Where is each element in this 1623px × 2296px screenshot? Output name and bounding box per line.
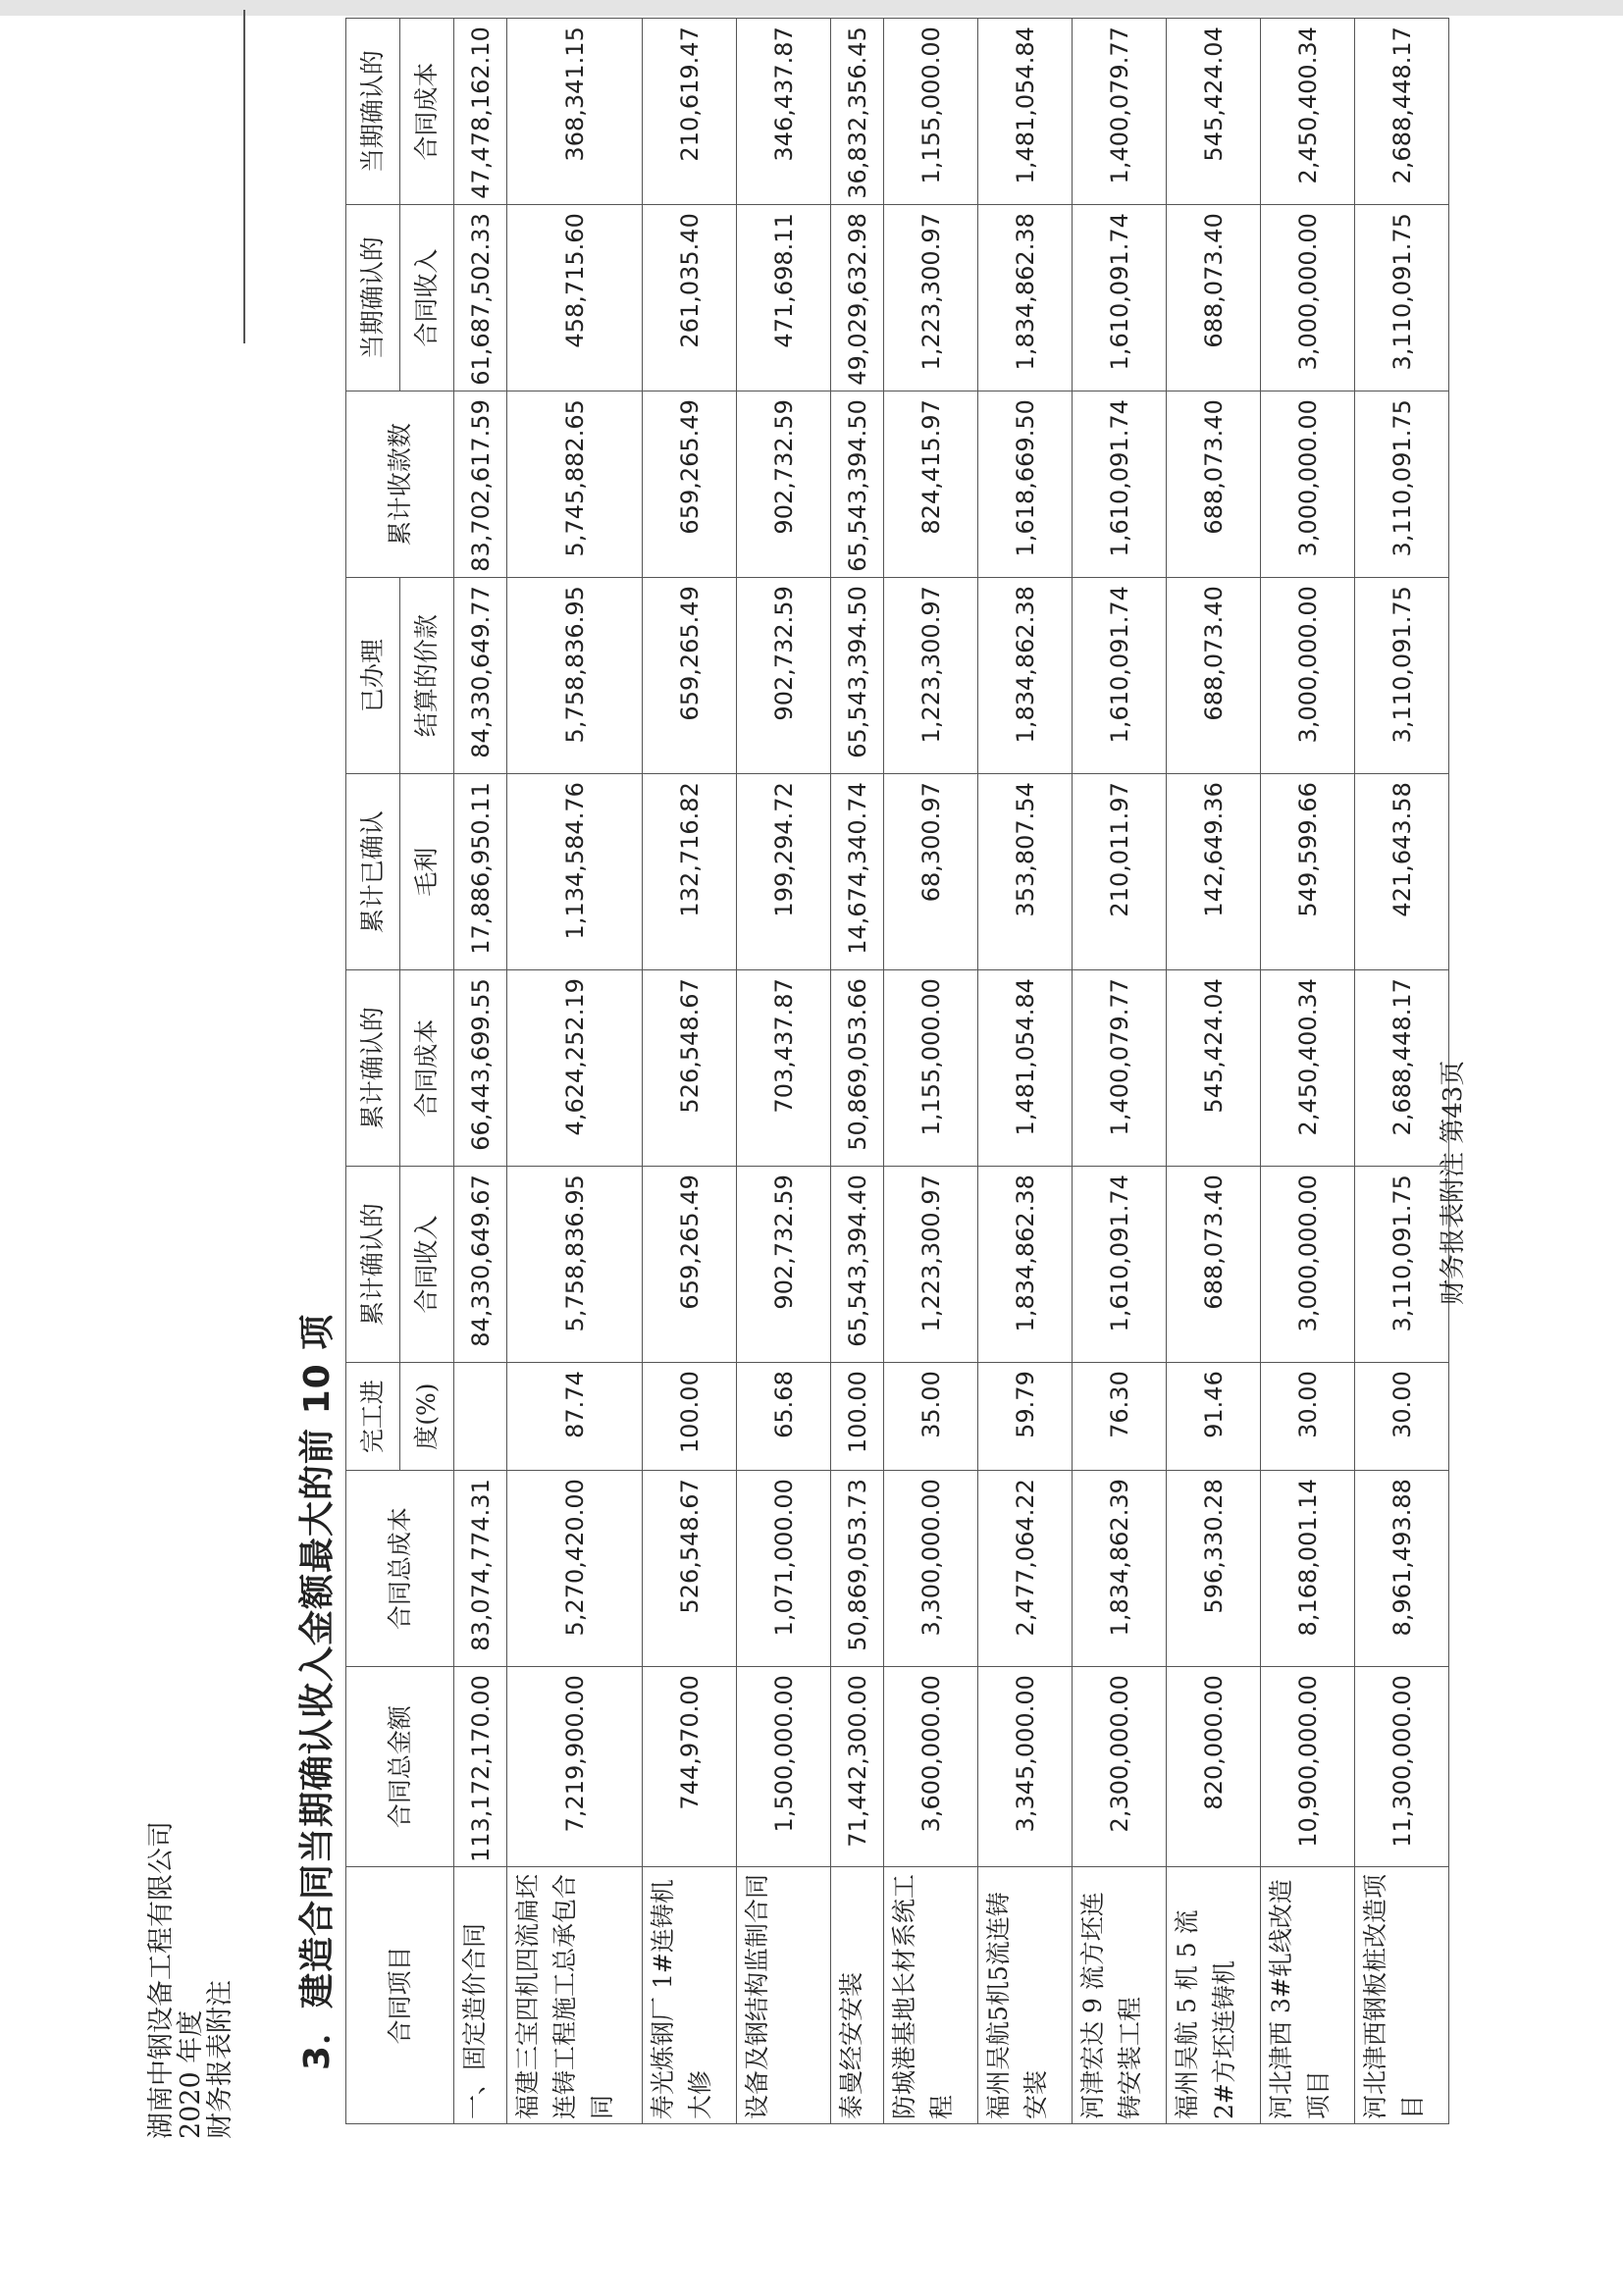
table-header (346, 19, 454, 2124)
value-cell: 1,834,862.38 (978, 578, 1073, 774)
column-header-top: 当期确认的 (346, 205, 400, 391)
value-cell: 1,610,091.74 (1073, 1167, 1167, 1363)
column-header-top: 完工进 (346, 1363, 400, 1471)
value-cell: 1,071,000.00 (737, 1471, 831, 1667)
value-cell: 659,265.49 (643, 578, 737, 774)
value-cell: 659,265.49 (643, 1167, 737, 1363)
contract-item-cell: 河北津西钢板桩改造项目 (1355, 1867, 1449, 2124)
value-cell: 2,300,000.00 (1073, 1667, 1167, 1867)
page-footer: 财务报表附注 第43页 (1439, 1060, 1468, 1305)
value-cell: 91.46 (1167, 1363, 1261, 1471)
value-cell: 1,610,091.74 (1073, 391, 1167, 578)
column-header-top: 累计确认的 (346, 1167, 400, 1363)
value-cell: 3,000,000.00 (1261, 391, 1355, 578)
value-cell: 368,341.15 (507, 19, 643, 205)
value-cell: 14,674,340.74 (831, 774, 884, 970)
column-header: 合同项目 (346, 1867, 454, 2124)
value-cell: 83,702,617.59 (454, 391, 507, 578)
value-cell: 1,834,862.39 (1073, 1471, 1167, 1667)
value-cell: 68,300.97 (884, 774, 978, 970)
value-cell: 688,073.40 (1167, 205, 1261, 391)
value-cell: 421,643.58 (1355, 774, 1449, 970)
table-row (1167, 19, 1261, 2124)
value-cell: 596,330.28 (1167, 1471, 1261, 1667)
contract-item-cell: 河北津西 3#轧线改造项目 (1261, 1867, 1355, 2124)
contract-item-cell: 河津宏达 9 流方坯连铸安装工程 (1073, 1867, 1167, 2124)
column-header-bottom: 毛利 (400, 774, 454, 970)
value-cell: 1,134,584.76 (507, 774, 643, 970)
document-header (147, 1821, 236, 2139)
value-cell: 1,155,000.00 (884, 19, 978, 205)
value-cell: 526,548.67 (643, 1471, 737, 1667)
column-header-top: 累计已确认 (346, 774, 400, 970)
value-cell: 47,478,162.10 (454, 19, 507, 205)
document-type: 财务报表附注 (205, 1980, 236, 2139)
value-cell: 3,000,000.00 (1261, 1167, 1355, 1363)
value-cell: 3,110,091.75 (1355, 1167, 1449, 1363)
value-cell: 113,172,170.00 (454, 1667, 507, 1867)
value-cell: 17,886,950.11 (454, 774, 507, 970)
value-cell: 2,688,448.17 (1355, 19, 1449, 205)
value-cell: 688,073.40 (1167, 1167, 1261, 1363)
section-title: 3．建造合同当期确认收入金额最大的前 10 项 (297, 1313, 338, 2070)
value-cell: 65,543,394.50 (831, 578, 884, 774)
company-name: 湖南中钢设备工程有限公司 (146, 1821, 177, 2139)
value-cell: 5,758,836.95 (507, 1167, 643, 1363)
value-cell: 902,732.59 (737, 1167, 831, 1363)
value-cell: 71,442,300.00 (831, 1667, 884, 1867)
value-cell: 824,415.97 (884, 391, 978, 578)
value-cell: 210,011.97 (1073, 774, 1167, 970)
value-cell: 8,168,001.14 (1261, 1471, 1355, 1667)
value-cell: 66,443,699.55 (454, 970, 507, 1167)
value-cell: 3,300,000.00 (884, 1471, 978, 1667)
value-cell: 142,649.36 (1167, 774, 1261, 970)
value-cell: 1,618,669.50 (978, 391, 1073, 578)
report-year: 2020 年度 (176, 2009, 206, 2139)
contract-item-cell: 一、固定造价合同 (454, 1867, 507, 2124)
value-cell: 36,832,356.45 (831, 19, 884, 205)
value-cell: 902,732.59 (737, 578, 831, 774)
value-cell: 11,300,000.00 (1355, 1667, 1449, 1867)
contract-item-cell: 福州吴航5机5流连铸安装 (978, 1867, 1073, 2124)
value-cell: 30.00 (1355, 1363, 1449, 1471)
column-header: 合同总成本 (346, 1471, 454, 1667)
value-cell: 50,869,053.73 (831, 1471, 884, 1667)
contract-item-cell: 福建三宝四机四流扁坯连铸工程施工总承包合同 (507, 1867, 643, 2124)
column-header-top: 累计确认的 (346, 970, 400, 1167)
contract-item-cell: 泰曼经安安装 (831, 1867, 884, 2124)
value-cell: 76.30 (1073, 1363, 1167, 1471)
value-cell: 458,715.60 (507, 205, 643, 391)
value-cell: 3,110,091.75 (1355, 391, 1449, 578)
value-cell: 353,807.54 (978, 774, 1073, 970)
value-cell: 688,073.40 (1167, 578, 1261, 774)
header-row-1 (346, 19, 400, 2124)
value-cell: 3,110,091.75 (1355, 578, 1449, 774)
column-header-top: 已办理 (346, 578, 400, 774)
value-cell: 3,000,000.00 (1261, 578, 1355, 774)
value-cell: 4,624,252.19 (507, 970, 643, 1167)
value-cell: 902,732.59 (737, 391, 831, 578)
value-cell (454, 1363, 507, 1471)
value-cell: 87.74 (507, 1363, 643, 1471)
contract-item-cell: 防城港基地长材系统工程 (884, 1867, 978, 2124)
value-cell: 5,745,882.65 (507, 391, 643, 578)
value-cell: 820,000.00 (1167, 1667, 1261, 1867)
value-cell: 1,155,000.00 (884, 970, 978, 1167)
value-cell: 1,400,079.77 (1073, 19, 1167, 205)
value-cell: 744,970.00 (643, 1667, 737, 1867)
table-body (454, 19, 1449, 2124)
contracts-table (345, 18, 1449, 2124)
value-cell: 1,834,862.38 (978, 1167, 1073, 1363)
column-header-bottom: 合同成本 (400, 19, 454, 205)
value-cell: 30.00 (1261, 1363, 1355, 1471)
value-cell: 703,437.87 (737, 970, 831, 1167)
column-header-bottom: 合同收入 (400, 205, 454, 391)
column-header: 合同总金额 (346, 1667, 454, 1867)
value-cell: 3,000,000.00 (1261, 205, 1355, 391)
value-cell: 210,619.47 (643, 19, 737, 205)
value-cell: 100.00 (643, 1363, 737, 1471)
value-cell: 35.00 (884, 1363, 978, 1471)
value-cell: 1,223,300.97 (884, 205, 978, 391)
value-cell: 1,481,054.84 (978, 970, 1073, 1167)
table-row (1073, 19, 1167, 2124)
value-cell: 84,330,649.77 (454, 578, 507, 774)
table-row (884, 19, 978, 2124)
value-cell: 59.79 (978, 1363, 1073, 1471)
value-cell: 49,029,632.98 (831, 205, 884, 391)
table-row (1261, 19, 1355, 2124)
value-cell: 659,265.49 (643, 391, 737, 578)
value-cell: 50,869,053.66 (831, 970, 884, 1167)
table-row (643, 19, 737, 2124)
value-cell: 100.00 (831, 1363, 884, 1471)
table-row (831, 19, 884, 2124)
value-cell: 1,400,079.77 (1073, 970, 1167, 1167)
value-cell: 1,223,300.97 (884, 1167, 978, 1363)
value-cell: 471,698.11 (737, 205, 831, 391)
table-row (978, 19, 1073, 2124)
column-header-top: 当期确认的 (346, 19, 400, 205)
value-cell: 65,543,394.50 (831, 391, 884, 578)
value-cell: 65,543,394.40 (831, 1167, 884, 1363)
value-cell: 2,450,400.34 (1261, 970, 1355, 1167)
contract-item-cell: 设备及钢结构监制合同 (737, 1867, 831, 2124)
value-cell: 526,548.67 (643, 970, 737, 1167)
value-cell: 61,687,502.33 (454, 205, 507, 391)
value-cell: 1,223,300.97 (884, 578, 978, 774)
table-row (454, 19, 507, 2124)
value-cell: 199,294.72 (737, 774, 831, 970)
column-header: 累计收款数 (346, 391, 454, 578)
value-cell: 5,270,420.00 (507, 1471, 643, 1667)
header-rule (243, 10, 245, 343)
value-cell: 8,961,493.88 (1355, 1471, 1449, 1667)
value-cell: 545,424.04 (1167, 970, 1261, 1167)
value-cell: 3,345,000.00 (978, 1667, 1073, 1867)
value-cell: 346,437.87 (737, 19, 831, 205)
column-header-bottom: 度(%) (400, 1363, 454, 1471)
value-cell: 65.68 (737, 1363, 831, 1471)
value-cell: 1,500,000.00 (737, 1667, 831, 1867)
value-cell: 1,610,091.74 (1073, 578, 1167, 774)
value-cell: 549,599.66 (1261, 774, 1355, 970)
contract-item-cell: 寿光炼钢厂 1#连铸机大修 (643, 1867, 737, 2124)
value-cell: 84,330,649.67 (454, 1167, 507, 1363)
column-header-bottom: 结算的价款 (400, 578, 454, 774)
value-cell: 2,477,064.22 (978, 1471, 1073, 1667)
value-cell: 1,834,862.38 (978, 205, 1073, 391)
value-cell: 7,219,900.00 (507, 1667, 643, 1867)
value-cell: 261,035.40 (643, 205, 737, 391)
value-cell: 2,450,400.34 (1261, 19, 1355, 205)
value-cell: 1,610,091.74 (1073, 205, 1167, 391)
value-cell: 545,424.04 (1167, 19, 1261, 205)
value-cell: 132,716.82 (643, 774, 737, 970)
column-header-bottom: 合同成本 (400, 970, 454, 1167)
column-header-bottom: 合同收入 (400, 1167, 454, 1363)
table-row (737, 19, 831, 2124)
value-cell: 2,688,448.17 (1355, 970, 1449, 1167)
value-cell: 10,900,000.00 (1261, 1667, 1355, 1867)
value-cell: 3,600,000.00 (884, 1667, 978, 1867)
value-cell: 1,481,054.84 (978, 19, 1073, 205)
value-cell: 5,758,836.95 (507, 578, 643, 774)
value-cell: 688,073.40 (1167, 391, 1261, 578)
value-cell: 83,074,774.31 (454, 1471, 507, 1667)
contract-item-cell: 福州吴航 5 机 5 流 2#方坯连铸机 (1167, 1867, 1261, 2124)
value-cell: 3,110,091.75 (1355, 205, 1449, 391)
table-row (507, 19, 643, 2124)
